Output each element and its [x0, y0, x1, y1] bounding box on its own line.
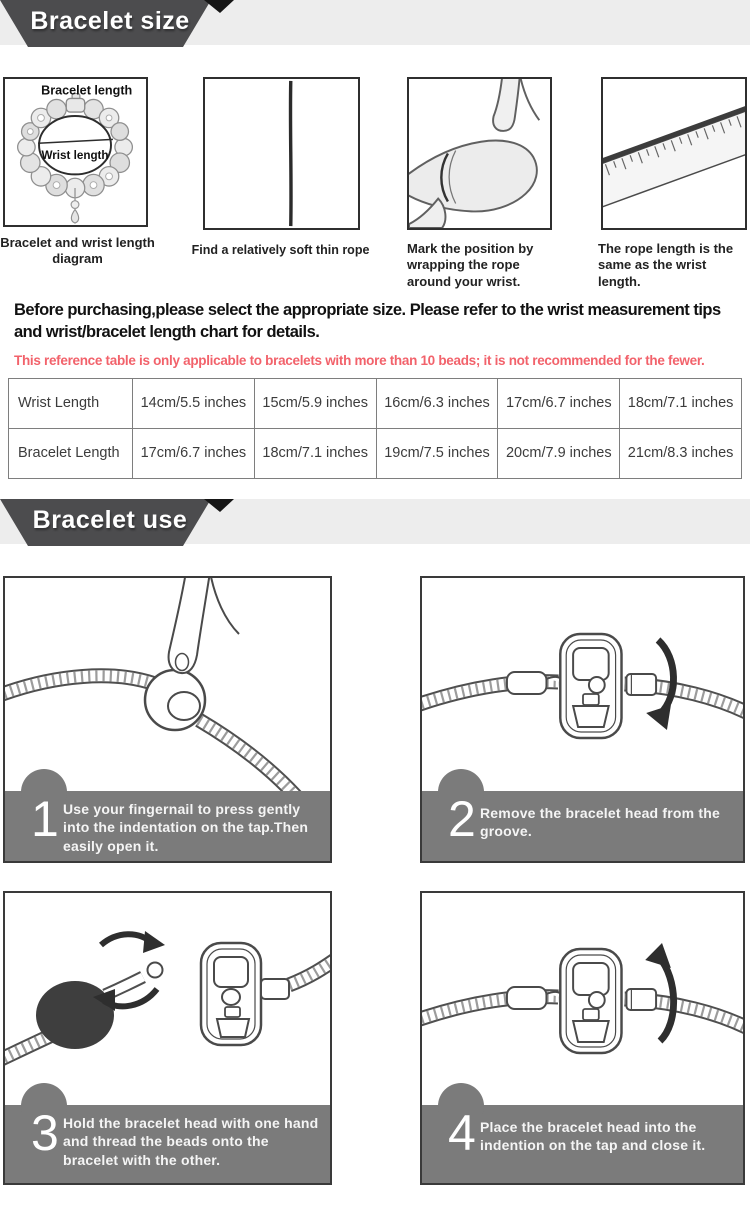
ruler-graphic	[603, 79, 745, 228]
bracelet-diagram-image	[3, 77, 148, 227]
step-caption-bar	[422, 791, 743, 861]
bracelet-diagram-graphic	[5, 79, 146, 225]
size-cell: 19cm/7.5 inches	[376, 428, 498, 478]
step-text: Hold the bracelet head with one hand and thread the beads onto the bracelet with the other.	[63, 1114, 319, 1168]
step-caption-bar	[5, 791, 330, 861]
rope-image	[203, 77, 360, 230]
step-3-illustration	[5, 893, 330, 1105]
wrist-length-row	[9, 378, 742, 428]
step-2-illustration	[422, 578, 743, 791]
step-text: Place the bracelet head into the indention on the tap and close it.	[480, 1118, 706, 1154]
ruler-image	[601, 77, 747, 230]
measurement-figures-row	[0, 75, 750, 290]
step-caption-bar	[5, 1105, 330, 1183]
rope-graphic	[205, 79, 358, 228]
step-panel-2	[420, 576, 745, 863]
step-number: 2	[448, 790, 476, 847]
figure-caption: Mark the position by wrapping the rope around your wrist.	[407, 241, 534, 289]
size-cell: 17cm/6.7 inches	[498, 378, 620, 428]
step-caption-bar	[422, 1105, 743, 1183]
figure-caption: Bracelet and wrist length diagram	[0, 235, 155, 267]
size-cell: 17cm/6.7 inches	[133, 428, 255, 478]
size-warning-text: This reference table is only applicable to bracelets with more than 10 beads; it is not recommended for the fewer.	[14, 352, 705, 368]
figure-caption: The rope length is the same as the wrist length.	[598, 241, 734, 289]
bracelet-length-row	[9, 428, 742, 478]
size-banner-strip	[0, 0, 750, 45]
size-chart-table	[8, 378, 742, 479]
size-cell: 15cm/5.9 inches	[254, 378, 376, 428]
use-banner-title: Bracelet use	[32, 505, 188, 534]
steps-row-1	[0, 576, 750, 863]
bracelet-length-label: Bracelet length	[41, 83, 133, 98]
step-number: 1	[31, 790, 59, 847]
step-number: 3	[31, 1104, 59, 1161]
size-cell: 21cm/8.3 inches	[620, 428, 742, 478]
use-banner-strip	[0, 499, 750, 544]
step-number: 4	[448, 1104, 476, 1161]
step-panel-4	[420, 891, 745, 1185]
figure-caption: Find a relatively soft thin rope	[191, 243, 370, 257]
step-text: Use your fingernail to press gently into the indentation on the tap.Then easily open it.	[63, 800, 309, 854]
step-panel-1	[3, 576, 332, 863]
row-header: Wrist Length	[9, 378, 133, 428]
wrist-wrapping-image	[407, 77, 552, 230]
size-cell: 16cm/6.3 inches	[376, 378, 498, 428]
steps-row-2	[0, 891, 750, 1185]
wrist-wrapping-graphic	[409, 79, 550, 228]
step-4-illustration	[422, 893, 743, 1105]
size-cell: 18cm/7.1 inches	[254, 428, 376, 478]
size-cell: 18cm/7.1 inches	[620, 378, 742, 428]
step-1-illustration	[5, 578, 330, 791]
size-banner-title: Bracelet size	[30, 7, 190, 35]
step-text: Remove the bracelet head from the groove.	[480, 804, 720, 840]
row-header: Bracelet Length	[9, 428, 133, 478]
size-cell: 20cm/7.9 inches	[498, 428, 620, 478]
size-cell: 14cm/5.5 inches	[133, 378, 255, 428]
wrist-length-label: Wrist length	[41, 148, 109, 162]
size-intro-text: Before purchasing,please select the appropriate size. Please refer to the wrist measurement tips and wrist/bracelet length chart for details.	[14, 301, 721, 341]
step-panel-3	[3, 891, 332, 1185]
